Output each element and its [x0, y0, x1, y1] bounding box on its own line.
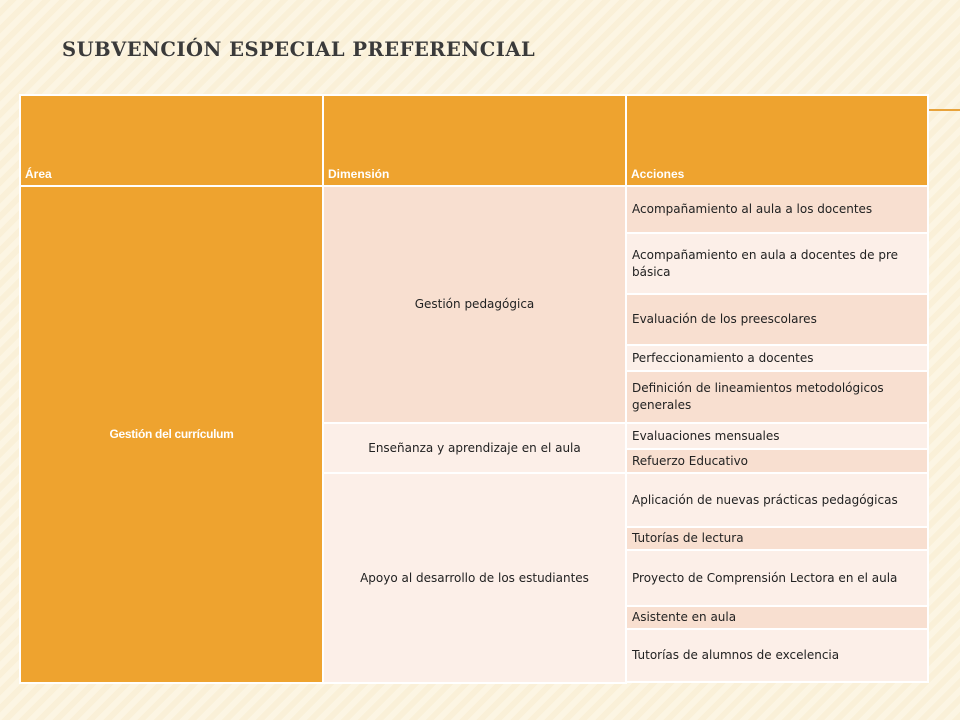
column-header-actions: Acciones — [626, 95, 928, 186]
area-cell: Gestión del currículum — [20, 186, 323, 683]
spacer-cell — [626, 682, 928, 683]
action-cell: Acompañamiento en aula a docentes de pre básica — [626, 233, 928, 294]
action-cell: Perfeccionamiento a docentes — [626, 345, 928, 371]
action-cell: Asistente en aula — [626, 606, 928, 629]
dimension-cell: Apoyo al desarrollo de los estudiantes — [323, 473, 626, 683]
action-cell: Tutorías de alumnos de excelencia — [626, 629, 928, 682]
action-cell: Evaluación de los preescolares — [626, 294, 928, 345]
decorative-line — [928, 109, 960, 111]
table-row — [20, 186, 928, 233]
dimension-cell: Gestión pedagógica — [323, 186, 626, 423]
action-cell: Definición de lineamientos metodológicos generales — [626, 371, 928, 423]
page-title: SUBVENCIÓN ESPECIAL PREFERENCIAL — [62, 38, 536, 61]
action-cell: Evaluaciones mensuales — [626, 423, 928, 449]
action-cell: Acompañamiento al aula a los docentes — [626, 186, 928, 233]
table-header-row — [20, 95, 928, 186]
action-cell: Tutorías de lectura — [626, 527, 928, 550]
column-header-area: Área — [20, 95, 323, 186]
actions-table — [19, 94, 929, 684]
dimension-cell: Enseñanza y aprendizaje en el aula — [323, 423, 626, 473]
action-cell: Refuerzo Educativo — [626, 449, 928, 473]
action-cell: Aplicación de nuevas prácticas pedagógicas — [626, 473, 928, 527]
column-header-dimension: Dimensión — [323, 95, 626, 186]
action-cell: Proyecto de Comprensión Lectora en el aula — [626, 550, 928, 606]
